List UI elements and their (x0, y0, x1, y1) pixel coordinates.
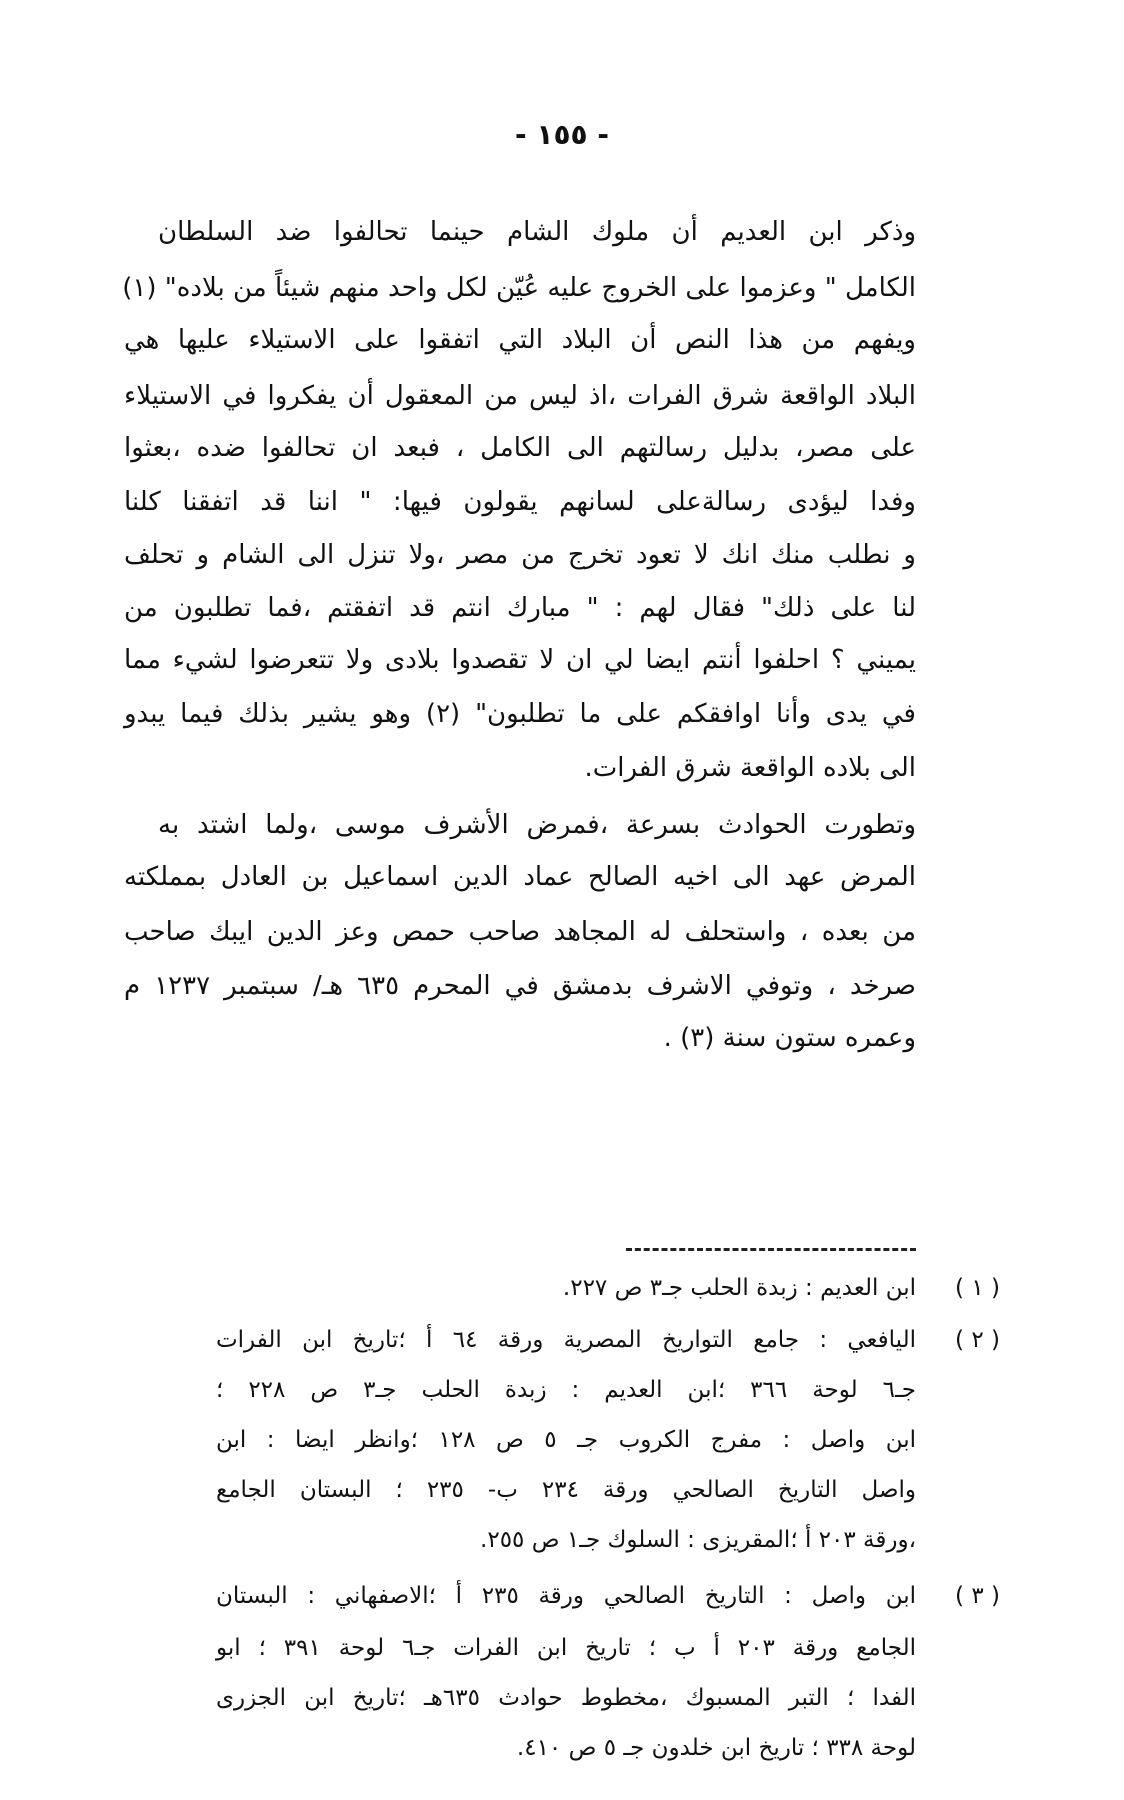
text-line: و نطلب منك انك لا تعود تخرج من مصر ،ولا تنزل الى الشام و تحلف (124, 540, 916, 570)
text-line: على مصر، بدليل رسالتهم الى الكامل ، فبعد ان تحالفوا ضده ،بعثوا (124, 433, 916, 463)
footnote-separator (626, 1248, 916, 1251)
text-line: من بعده ، واستحلف له المجاهد صاحب حمص وعز الدين ايبك صاحب (124, 917, 916, 947)
footnote-line: ابن واصل : التاريخ الصالحي ورقة ٢٣٥ أ ؛الاصفهاني : البستان (216, 1583, 916, 1609)
text-line: الكامل " وعزموا على الخروج عليه عُيّن لكل واحد منهم شيئاً من بلاده" (١) (122, 273, 916, 303)
footnote-line: الجامع ورقة ٢٠٣ أ ب ؛ تاريخ ابن الفرات جـ٦ لوحة ٣٩١ ؛ ابو (216, 1635, 916, 1661)
text-line: الى بلاده الواقعة شرق الفرات. (584, 753, 916, 783)
text-line: يميني ؟ احلفوا أنتم ايضا لي ان لا تقصدوا بلادى ولا تتعرضوا لشيء مما (124, 645, 916, 675)
footnote-number: ( ٢ ) (955, 1327, 1000, 1353)
footnote-line: الفدا ؛ التبر المسبوك ،مخطوط حوادث ٦٣٥هـ ؛تاريخ ابن الجزرى (216, 1685, 916, 1711)
text-line: وذكر ابن العديم أن ملوك الشام حينما تحالفوا ضد السلطان (158, 217, 916, 247)
footnote-line: ابن واصل : مفرج الكروب جـ ٥ ص ١٢٨ ؛وانظر ايضا : ابن (216, 1427, 916, 1453)
footnote-line: ابن العديم : زبدة الحلب جـ٣ ص ٢٢٧. (562, 1275, 916, 1301)
footnote-line: واصل التاريخ الصالحي ورقة ٢٣٤ ب- ٢٣٥ ؛ البستان الجامع (216, 1477, 916, 1503)
page-number: - ١٥٥ - (514, 118, 610, 151)
footnote-number: ( ١ ) (955, 1275, 1000, 1301)
text-line: في يدى وأنا اوافقكم على ما تطلبون" (٢) وهو يشير بذلك فيما يبدو (124, 699, 916, 729)
text-line: ويفهم من هذا النص أن البلاد التي اتفقوا على الاستيلاء عليها هي (124, 325, 916, 355)
footnote-line: اليافعي : جامع التواريخ المصرية ورقة ٦٤ أ ؛تاريخ ابن الفرات (216, 1327, 916, 1353)
text-line: المرض عهد الى اخيه الصالح عماد الدين اسماعيل بن العادل بمملكته (124, 862, 916, 892)
text-line: وعمره ستون سنة (٣) . (663, 1023, 916, 1053)
text-line: وتطورت الحوادث بسرعة ،فمرض الأشرف موسى ،ولما اشتد به (158, 810, 916, 840)
text-line: وفدا ليؤدى رسالةعلى لسانهم يقولون فيها: " اننا قد اتفقنا كلنا (124, 487, 916, 517)
footnote-line: جـ٦ لوحة ٣٦٦ ؛ابن العديم : زبدة الحلب جـ٣ ص ٢٢٨ ؛ (216, 1377, 916, 1403)
text-line: صرخد ، وتوفي الاشرف بدمشق في المحرم ٦٣٥ هـ/ سبتمبر ١٢٣٧ م (124, 971, 916, 1001)
text-line: لنا على ذلك" فقال لهم : " مبارك انتم قد اتفقتم ،فما تطلبون من (124, 593, 916, 623)
footnote-number: ( ٣ ) (955, 1583, 1000, 1609)
footnote-line: لوحة ٣٣٨ ؛ تاريخ ابن خلدون جـ ٥ ص ٤١٠. (516, 1735, 916, 1761)
text-line: البلاد الواقعة شرق الفرات ،اذ ليس من المعقول أن يفكروا في الاستيلاء (124, 381, 916, 411)
footnote-line: ،ورقة ٢٠٣ أ ؛المقريزى : السلوك جـ١ ص ٢٥٥. (480, 1527, 916, 1553)
